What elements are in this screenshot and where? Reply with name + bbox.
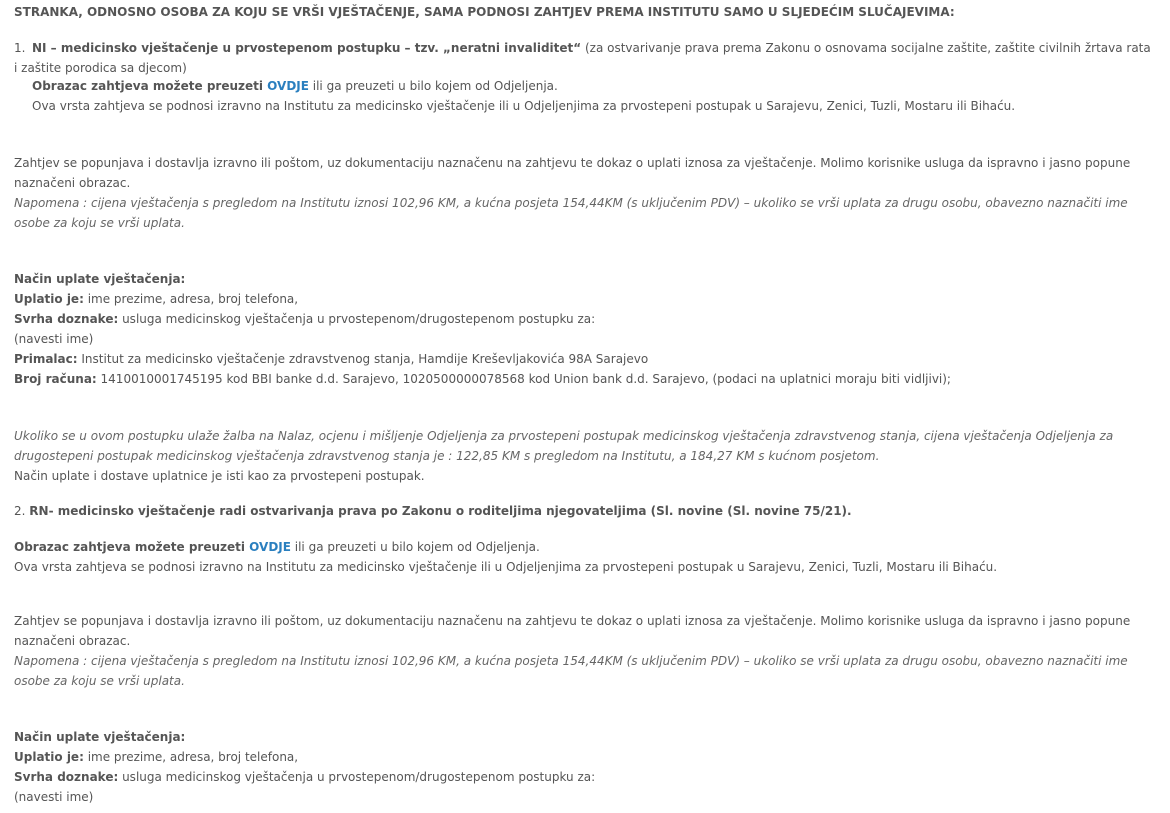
recipient-value: Institut za medicinsko vještačenje zdravstvenog stanja, Hamdije Kreševljakovića 98A Sarajevo bbox=[77, 352, 649, 366]
section-2-payment-block bbox=[14, 727, 1156, 807]
section-2-form-line bbox=[14, 537, 1156, 557]
appeal-block bbox=[14, 426, 1156, 486]
section-1-title-block bbox=[14, 38, 1156, 78]
section-2-title: RN- medicinsko vještačenje radi ostvarivanja prava po Zakonu o roditeljima njegovateljima (Sl. novine (Sl. novine 75/21). bbox=[29, 504, 852, 518]
section-2-download-link[interactable]: OVDJE bbox=[249, 540, 291, 554]
section-2-price-note: Napomena : cijena vještačenja s pregledom na Institutu iznosi 102,96 KM, a kućna posjeta 154,44KM (s uključenim PDV) – ukoliko se vrši uplata za drugu osobu, obavezno naznačiti ime osobe za koju se vrši uplata. bbox=[14, 654, 1128, 688]
purpose-label: Svrha doznake: bbox=[14, 770, 119, 784]
section-1-download-link[interactable]: OVDJE bbox=[267, 79, 309, 93]
section-1-number: 1. bbox=[14, 41, 26, 55]
name-hint: (navesti ime) bbox=[14, 790, 94, 804]
section-1-title: NI – medicinsko vještačenje u prvostepenom postupku – tzv. „neratni invaliditet“ bbox=[32, 41, 582, 55]
section-2-submit-text: Ova vrsta zahtjeva se podnosi izravno na Institutu za medicinsko vještačenje ili u Odjeljenjima za prvostepeni postupak u Sarajevu, Zenici, Tuzli, Mostaru ili Bihaću. bbox=[14, 560, 998, 574]
section-2-fill-text: Zahtjev se popunjava i dostavlja izravno ili poštom, uz dokumentaciju naznačenu na zahtjevu te dokaz o uplati iznosa za vještačenje. Molimo korisnike usluga da ispravno i jasno popune naznačeni obrazac. bbox=[14, 614, 1131, 648]
section-2-form-prefix: Obrazac zahtjeva možete preuzeti bbox=[14, 540, 250, 554]
name-hint: (navesti ime) bbox=[14, 332, 94, 346]
recipient-label: Primalac: bbox=[14, 352, 78, 366]
section-1-fill-text: Zahtjev se popunjava i dostavlja izravno ili poštom, uz dokumentaciju naznačenu na zahtjevu te dokaz o uplati iznosa za vještačenje. Molimo korisnike usluga da ispravno i jasno popune naznačeni obrazac. bbox=[14, 156, 1131, 190]
appeal-text: Ukoliko se u ovom postupku ulaže žalba na Nalaz, ocjenu i mišljenje Odjeljenja za prvostepeni postupak medicinskog vještačenja zdravstvenog stanja, cijena vještačenja Odjeljenja za drugostepeni postupak medicinskog vještačenja zdravstvenog stanja je : 122,85 KM s pregledom na Institutu, a 184,27 KM s kućnom posjetom. bbox=[14, 429, 1114, 463]
payer-value: ime prezime, adresa, broj telefona, bbox=[83, 750, 299, 764]
purpose-value: usluga medicinskog vještačenja u prvostepenom/drugostepenom postupku za: bbox=[118, 312, 596, 326]
page-heading: STRANKA, ODNOSNO OSOBA ZA KOJU SE VRŠI VJEŠTAČENJE, SAMA PODNOSI ZAHTJEV PREMA INSTITUTU SAMO U SLJEDEĆIM SLUČAJEVIMA: bbox=[14, 5, 955, 19]
payer-value: ime prezime, adresa, broj telefona, bbox=[83, 292, 299, 306]
account-label: Broj računa: bbox=[14, 372, 97, 386]
section-1-payment-block bbox=[14, 269, 1156, 389]
section-1-form-prefix: Obrazac zahtjeva možete preuzeti bbox=[32, 79, 268, 93]
section-1-form-line bbox=[32, 76, 1156, 96]
account-value: 1410010001745195 kod BBI banke d.d. Sarajevo, 1020500000078568 kod Union bank d.d. Sarajevo, (podaci na uplatnici moraju biti vidljivi); bbox=[96, 372, 951, 386]
section-2-number: 2. bbox=[14, 504, 26, 518]
section-2-title-block bbox=[14, 501, 1156, 521]
payer-label: Uplatio je: bbox=[14, 750, 84, 764]
purpose-value: usluga medicinskog vještačenja u prvostepenom/drugostepenom postupku za: bbox=[118, 770, 596, 784]
section-1-price-note: Napomena : cijena vještačenja s pregledom na Institutu iznosi 102,96 KM, a kućna posjeta 154,44KM (s uključenim PDV) – ukoliko se vrši uplata za drugu osobu, obavezno naznačiti ime osobe za koju se vrši uplata. bbox=[14, 196, 1128, 230]
section-1-title-note: (za ostvarivanje prava prema Zakonu o osnovama socijalne zaštite, zaštite civilnih žrtava rata i zaštite porodica sa djecom) bbox=[14, 41, 1151, 75]
payment-title: Način uplate vještačenja: bbox=[14, 272, 186, 286]
section-2-form-suffix: ili ga preuzeti u bilo kojem od Odjeljenja. bbox=[290, 540, 540, 554]
payment-title: Način uplate vještačenja: bbox=[14, 730, 186, 744]
section-1-form-suffix: ili ga preuzeti u bilo kojem od Odjeljenja. bbox=[308, 79, 558, 93]
section-1-submit-text: Ova vrsta zahtjeva se podnosi izravno na Institutu za medicinsko vještačenje ili u Odjeljenjima za prvostepeni postupak u Sarajevu, Zenici, Tuzli, Mostaru ili Bihaću. bbox=[32, 99, 1016, 113]
appeal-method-text: Način uplate i dostave uplatnice je isti kao za prvostepeni postupak. bbox=[14, 469, 425, 483]
payer-label: Uplatio je: bbox=[14, 292, 84, 306]
purpose-label: Svrha doznake: bbox=[14, 312, 119, 326]
